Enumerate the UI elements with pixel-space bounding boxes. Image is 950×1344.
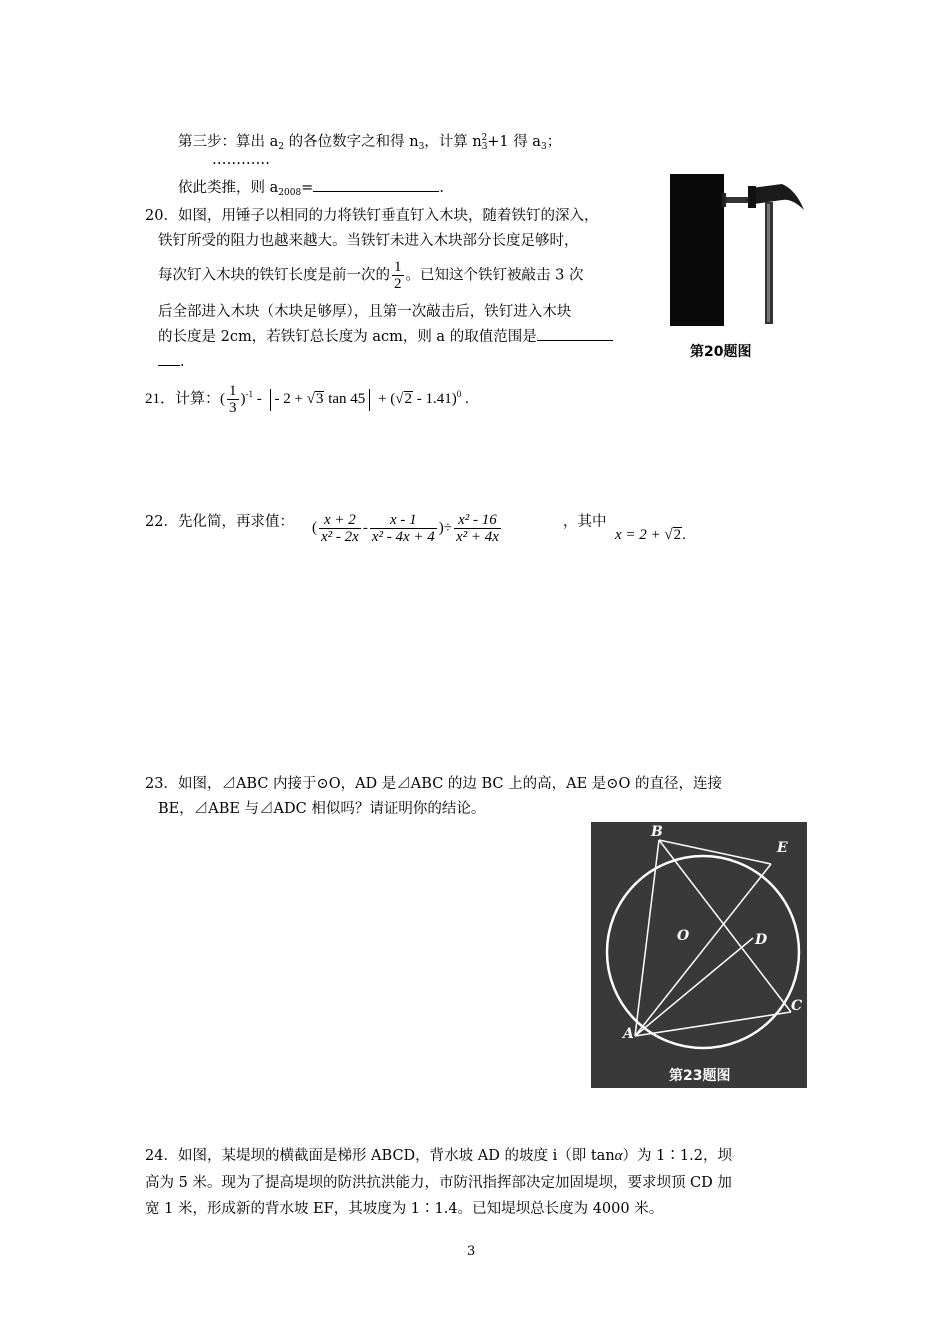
question-number: 22． (145, 514, 178, 530)
q24-line2: 高为 5 米。现为了提高堤坝的防洪抗洪能力，市防汛指挥部决定加固堤坝，要求坝顶 CD 加 (145, 1175, 732, 1191)
q22-where: ，其中 (563, 514, 607, 530)
question-number: 21． (145, 391, 176, 407)
q20-line5: 的长度是 2cm，若铁钉总长度为 acm，则 a 的取值范围是 (158, 327, 613, 347)
q19-dots: ………… (212, 152, 270, 168)
q19-conclusion: 依此类推，则 $a_{2008}=$ . (178, 180, 444, 198)
q22-x-value: x = 2 + √2. (615, 527, 686, 543)
q22-expression: ( $\frac{x + 2}{\text{x² - 2x}}$ - $\frac{x - 1}{\text{x² - 4x + 4}}$ )÷ $\frac{\text{x² - 16}}{\text{x² + 4x}}$ (312, 512, 499, 545)
q20-line3: 每次钉入木块的铁钉长度是前一次的 $\frac{1}{2}$ 。已知这个铁钉被敲击 3 次 (158, 259, 584, 292)
svg-text:C: C (791, 998, 803, 1014)
page-number: 3 (467, 1244, 476, 1259)
svg-text:O: O (677, 928, 690, 944)
hammer-nail-figure (664, 170, 810, 365)
nail-head (722, 193, 726, 207)
answer-blank[interactable] (313, 191, 439, 192)
question-number: 24． (145, 1148, 178, 1164)
svg-text:E: E (777, 840, 788, 856)
q23-line1: 23．如图，⊿ABC 内接于⊙O，AD 是⊿ABC 的边 BC 上的高，AE 是⊙O 的直径，连接 (145, 776, 722, 792)
figure-caption: 第20题图 (690, 344, 752, 360)
wood-block (670, 174, 724, 326)
q23-line2: BE，⊿ABE 与⊿ADC 相似吗？请证明你的结论。 (158, 801, 486, 817)
q24-line3: 宽 1 米，形成新的背水坡 EF，其坡度为 1∶1.4。已知堤坝总长度为 4000 米。 (145, 1201, 664, 1217)
q20-line6: . (158, 352, 185, 372)
question-number: 23． (145, 776, 178, 792)
q21-expression: 21．计算：( $\frac{1}{3}$ )$^{-1}$ - - 2 + √3 tan 45 + (√2 - 1.41)$^0$ . (145, 383, 469, 417)
circle-triangle-figure (591, 822, 807, 1088)
answer-blank-cont (158, 365, 180, 366)
hammer-head (752, 184, 804, 210)
q20-line1: 20．如图，用锤子以相同的力将铁钉垂直钉入木块，随着铁钉的深入， (145, 208, 599, 224)
q20-line4: 后全部进入木块（木块足够厚），且第一次敲击后，铁钉进入木块 (158, 304, 572, 320)
q24-line1: 24．如图，某堤坝的横截面是梯形 ABCD，背水坡 AD 的坡度 i（即 tanα）为 1∶1.2，坝 (145, 1148, 732, 1164)
fraction-one-half: $\frac{1}{2}$ (394, 259, 402, 292)
question-number: 20． (145, 208, 178, 224)
svg-text:B: B (651, 824, 663, 840)
figure-caption: 第23题图 (669, 1068, 731, 1084)
q19-step3: 第三步：算出 $a_2$ 的各位数字之和得 $n_3$，计算 $n_3^2+1$ 得 $a_3$； (178, 133, 562, 152)
svg-text:D: D (755, 932, 768, 948)
svg-text:A: A (623, 1026, 634, 1042)
answer-blank[interactable] (537, 340, 613, 341)
q20-line2: 铁钉所受的阻力也越来越大。当铁钉未进入木块部分长度足够时， (158, 233, 579, 249)
q22-prompt: 22．先化简，再求值： (145, 514, 294, 530)
